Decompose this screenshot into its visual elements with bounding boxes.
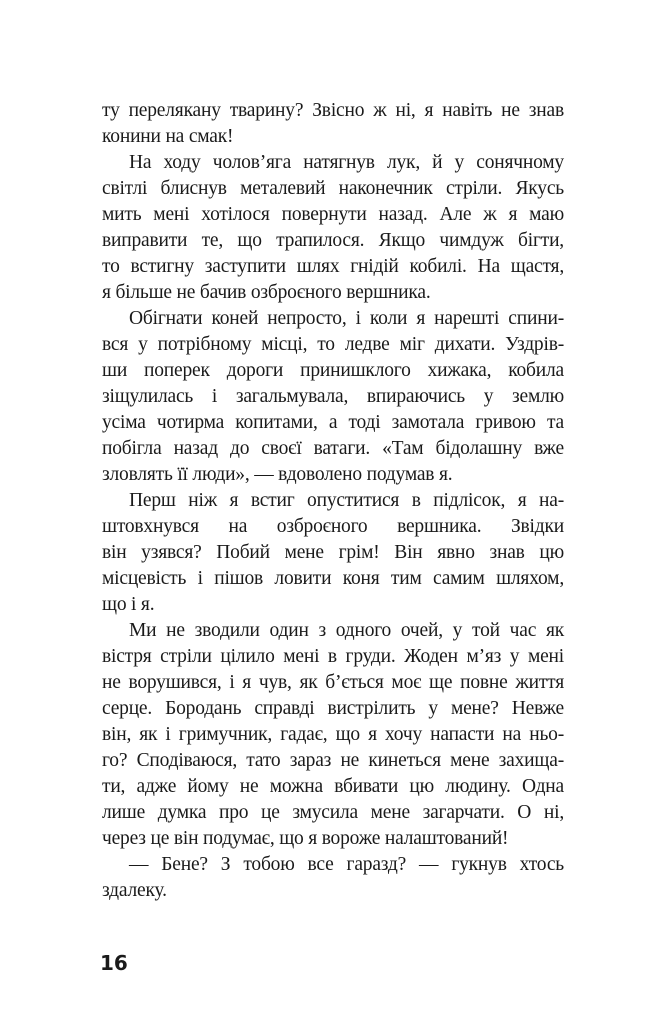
paragraph bbox=[102, 852, 564, 904]
text-line: він узявся? Побий мене грім! Він явно знав цю bbox=[102, 542, 564, 563]
text-line: ти, адже йому не можна вбивати цю людину. Одна bbox=[102, 776, 564, 797]
book-page-text bbox=[102, 98, 564, 904]
text-line: через це він подумає, що я вороже налаштований! bbox=[102, 828, 509, 849]
paragraph bbox=[102, 488, 564, 618]
text-line: Перш ніж я встиг опуститися в підлісок, я на- bbox=[129, 490, 564, 511]
text-line: виправити те, що трапилося. Якщо чимдуж бігти, bbox=[102, 230, 564, 251]
text-line: На ходу чолов’яга натягнув лук, й у сонячному bbox=[129, 152, 564, 173]
text-line: вся у потрібному місці, то ледве міг дихати. Уздрів- bbox=[102, 334, 564, 355]
text-line: серце. Бородань справді вистрілить у мене? Невже bbox=[102, 698, 564, 719]
text-line: Обігнати коней непросто, і коли я нарешті спини- bbox=[129, 308, 564, 329]
text-line: побігла назад до своєї ватаги. «Там бідолашну вже bbox=[102, 438, 564, 459]
text-line: світлі блиснув металевий наконечник стріли. Якусь bbox=[102, 178, 564, 199]
text-line: зловлять її люди», — вдоволено подумав я. bbox=[102, 464, 453, 485]
text-line: ту перелякану тварину? Звісно ж ні, я навіть не знав bbox=[102, 100, 564, 121]
text-line: ши поперек дороги принишклого хижака, кобила bbox=[102, 360, 564, 381]
text-line: вістря стріли цілило мені в груди. Жоден м’яз у мені bbox=[102, 646, 564, 667]
paragraph bbox=[102, 150, 564, 306]
text-line: я більше не бачив озброєного вершника. bbox=[102, 282, 431, 303]
paragraph bbox=[102, 306, 564, 488]
text-line: не ворушився, і я чув, як б’ється моє ще повне життя bbox=[102, 672, 564, 693]
text-line: Ми не зводили один з одного очей, у той час як bbox=[129, 620, 564, 641]
text-line: го? Сподіваюся, тато зараз не кинеться мене захища- bbox=[102, 750, 564, 771]
text-line: здалеку. bbox=[102, 880, 167, 901]
text-line: — Бене? З тобою все гаразд? — гукнув хтось bbox=[129, 854, 564, 875]
text-line: що і я. bbox=[102, 594, 155, 615]
text-line: лише думка про це змусила мене загарчати. О ні, bbox=[102, 802, 564, 823]
text-line: то встигну заступити шлях гнідій кобилі. На щастя, bbox=[102, 256, 564, 277]
text-line: він, як і гримучник, гадає, що я хочу напасти на ньо- bbox=[102, 724, 564, 745]
paragraph bbox=[102, 98, 564, 150]
paragraph bbox=[102, 618, 564, 852]
text-line: зіщулилась і загальмувала, впираючись у землю bbox=[102, 386, 564, 407]
text-line: штовхнувся на озброєного вершника. Звідки bbox=[102, 516, 564, 537]
text-line: мить мені хотілося повернути назад. Але ж я маю bbox=[102, 204, 564, 225]
text-line: місцевість і пішов ловити коня тим самим шляхом, bbox=[102, 568, 564, 589]
text-line: конини на смак! bbox=[102, 126, 234, 147]
page-number: 16 bbox=[100, 951, 128, 975]
text-line: усіма чотирма копитами, а тоді замотала гривою та bbox=[102, 412, 564, 433]
